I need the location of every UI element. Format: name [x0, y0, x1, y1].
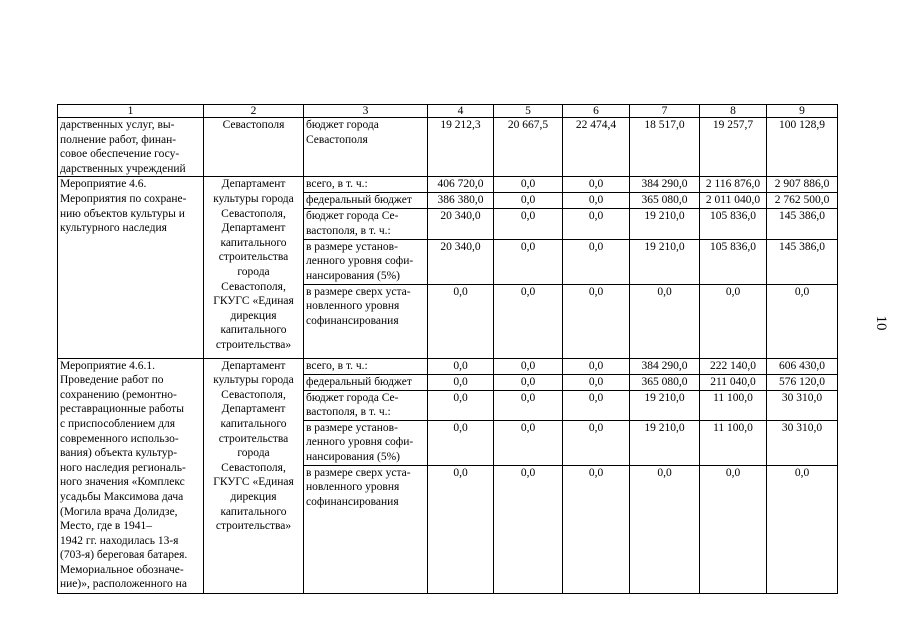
- amount-cell: 0,0: [494, 465, 563, 593]
- column-number: 2: [204, 105, 304, 118]
- measure-description: Мероприятие 4.6. Мероприятия по сохране- нию объектов культуры и культурного наследия: [58, 177, 204, 358]
- amount-cell: 19 210,0: [630, 420, 700, 465]
- amount-cell: 365 080,0: [630, 193, 700, 209]
- table-row: [58, 358, 838, 374]
- column-number: 4: [428, 105, 494, 118]
- amount-cell: 0,0: [563, 420, 630, 465]
- funding-source: федеральный бюджет: [304, 374, 428, 390]
- amount-cell: 20 340,0: [428, 239, 494, 284]
- responsible-executor: Департамент культуры города Севастополя, Департамент капитального строительства города Севастополя, ГКУГС «Единая дирекция капитального строительства»: [204, 358, 304, 593]
- amount-cell: 0,0: [494, 420, 563, 465]
- amount-cell: 19 257,7: [700, 118, 767, 177]
- column-number: 6: [563, 105, 630, 118]
- table-row: [58, 177, 838, 193]
- amount-cell: 2 116 876,0: [700, 177, 767, 193]
- amount-cell: 0,0: [428, 284, 494, 358]
- amount-cell: 145 386,0: [767, 209, 838, 239]
- budget-table: [57, 104, 838, 594]
- measure-description: Мероприятие 4.6.1. Проведение работ по сохранению (ремонтно- реставрационные работы с приспособлением для современного использо- вания) объекта культур- ного наследия региональ- ного значения «Комплекс усадьбы Максимова дача (Могила врача Долидзе, Место, где в 1941– 1942 гг. находилась 13-я (703-я) береговая батарея. Мемориальное обозначе- ние)», расположенного на: [58, 358, 204, 593]
- amount-cell: 0,0: [428, 465, 494, 593]
- table-row: [58, 118, 838, 177]
- amount-cell: 576 120,0: [767, 374, 838, 390]
- amount-cell: 0,0: [494, 193, 563, 209]
- amount-cell: 0,0: [428, 358, 494, 374]
- funding-source: федеральный бюджет: [304, 193, 428, 209]
- amount-cell: 0,0: [494, 358, 563, 374]
- amount-cell: 0,0: [630, 465, 700, 593]
- amount-cell: 0,0: [494, 390, 563, 420]
- amount-cell: 0,0: [563, 193, 630, 209]
- amount-cell: 0,0: [494, 374, 563, 390]
- amount-cell: 0,0: [494, 284, 563, 358]
- amount-cell: 0,0: [563, 374, 630, 390]
- column-number: 5: [494, 105, 563, 118]
- amount-cell: 19 210,0: [630, 390, 700, 420]
- column-number: 9: [767, 105, 838, 118]
- amount-cell: 0,0: [494, 177, 563, 193]
- funding-source: в размере установ- ленного уровня софи- нансирования (5%): [304, 420, 428, 465]
- amount-cell: 386 380,0: [428, 193, 494, 209]
- amount-cell: 105 836,0: [700, 209, 767, 239]
- amount-cell: 0,0: [700, 465, 767, 593]
- amount-cell: 0,0: [494, 209, 563, 239]
- amount-cell: 0,0: [563, 390, 630, 420]
- amount-cell: 0,0: [767, 465, 838, 593]
- amount-cell: 0,0: [428, 390, 494, 420]
- page-number: 10: [873, 315, 889, 331]
- funding-source: всего, в т. ч.:: [304, 177, 428, 193]
- amount-cell: 20 340,0: [428, 209, 494, 239]
- amount-cell: 100 128,9: [767, 118, 838, 177]
- amount-cell: 0,0: [630, 284, 700, 358]
- amount-cell: 0,0: [563, 358, 630, 374]
- amount-cell: 384 290,0: [630, 177, 700, 193]
- funding-source: бюджет города Се- вастополя, в т. ч.:: [304, 209, 428, 239]
- amount-cell: 11 100,0: [700, 420, 767, 465]
- amount-cell: 2 762 500,0: [767, 193, 838, 209]
- amount-cell: 20 667,5: [494, 118, 563, 177]
- amount-cell: 22 474,4: [563, 118, 630, 177]
- funding-source: в размере установ- ленного уровня софи- нансирования (5%): [304, 239, 428, 284]
- amount-cell: 0,0: [700, 284, 767, 358]
- amount-cell: 0,0: [563, 177, 630, 193]
- column-number: 7: [630, 105, 700, 118]
- column-number-row: [58, 105, 838, 118]
- amount-cell: 0,0: [563, 465, 630, 593]
- amount-cell: 30 310,0: [767, 420, 838, 465]
- responsible-executor: Департамент культуры города Севастополя, Департамент капитального строительства города Севастополя, ГКУГС «Единая дирекция капитального строительства»: [204, 177, 304, 358]
- amount-cell: 222 140,0: [700, 358, 767, 374]
- amount-cell: 18 517,0: [630, 118, 700, 177]
- amount-cell: 0,0: [563, 284, 630, 358]
- amount-cell: 30 310,0: [767, 390, 838, 420]
- amount-cell: 0,0: [494, 239, 563, 284]
- amount-cell: 0,0: [428, 374, 494, 390]
- amount-cell: 11 100,0: [700, 390, 767, 420]
- amount-cell: 0,0: [428, 420, 494, 465]
- funding-source: бюджет города Се- вастополя, в т. ч.:: [304, 390, 428, 420]
- amount-cell: 2 011 040,0: [700, 193, 767, 209]
- column-number: 1: [58, 105, 204, 118]
- amount-cell: 0,0: [563, 239, 630, 284]
- amount-cell: 19 210,0: [630, 209, 700, 239]
- amount-cell: 2 907 886,0: [767, 177, 838, 193]
- amount-cell: 606 430,0: [767, 358, 838, 374]
- column-number: 3: [304, 105, 428, 118]
- amount-cell: 145 386,0: [767, 239, 838, 284]
- responsible-executor: Севастополя: [204, 118, 304, 177]
- amount-cell: 365 080,0: [630, 374, 700, 390]
- funding-source: в размере сверх уста- новленного уровня софинансирования: [304, 284, 428, 358]
- amount-cell: 105 836,0: [700, 239, 767, 284]
- amount-cell: 384 290,0: [630, 358, 700, 374]
- funding-source: в размере сверх уста- новленного уровня софинансирования: [304, 465, 428, 593]
- amount-cell: 0,0: [563, 209, 630, 239]
- funding-source: бюджет города Севастополя: [304, 118, 428, 177]
- amount-cell: 211 040,0: [700, 374, 767, 390]
- measure-description: дарственных услуг, вы- полнение работ, финан- совое обеспечение госу- дарственных учреждений: [58, 118, 204, 177]
- amount-cell: 19 212,3: [428, 118, 494, 177]
- amount-cell: 0,0: [767, 284, 838, 358]
- funding-source: всего, в т. ч.:: [304, 358, 428, 374]
- amount-cell: 406 720,0: [428, 177, 494, 193]
- column-number: 8: [700, 105, 767, 118]
- amount-cell: 19 210,0: [630, 239, 700, 284]
